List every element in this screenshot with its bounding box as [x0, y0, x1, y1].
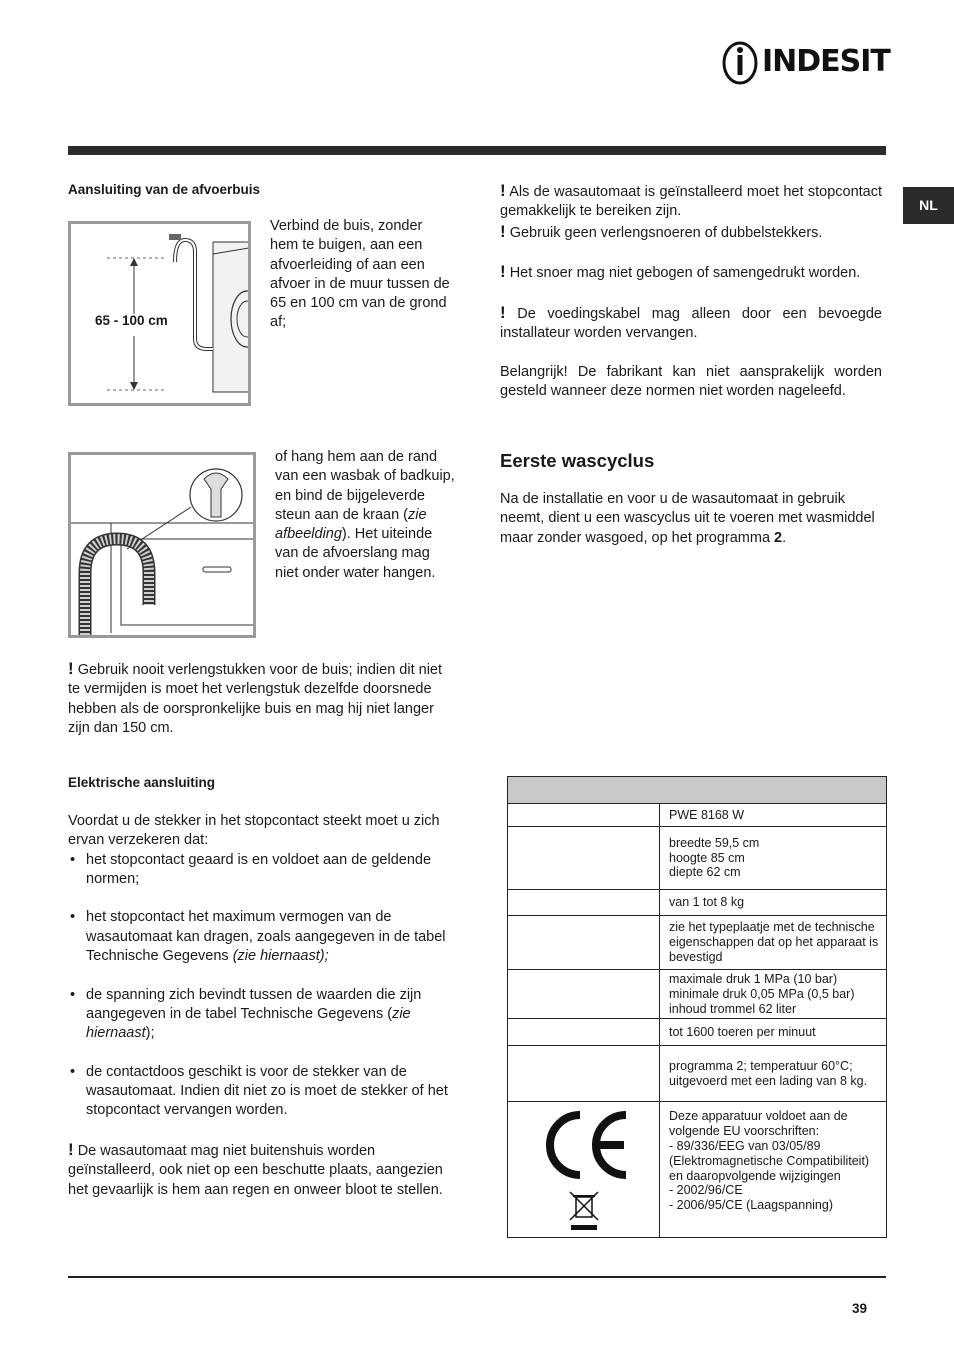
warning-icon: ! — [68, 1140, 74, 1160]
electrical-content — [68, 812, 448, 1200]
drain-warning: ! Gebruik nooit verlengstukken voor de buis; indien dit niet te vermijden is moet het verlengstuk dezelfde doorsnede hebben als de oorspronkelijke buis en mag hij niet langer zijn dan 150 cm. — [68, 659, 443, 736]
list-item: • de contactdoos geschikt is voor de stekker van de wasautomaat. Indien dit niet zo is moet de stekker of het stopcontact vervangen worden. — [68, 1063, 448, 1121]
brand-logo — [722, 40, 888, 86]
table-header-row — [508, 777, 887, 804]
drain-paragraph-1: Verbind de buis, zonder hem te buigen, aan een afvoerleiding of aan een afvoer in de muur tussen de 65 en 100 cm van de grond af; — [270, 218, 450, 331]
warning-icon: ! — [500, 302, 506, 322]
note-cord: ! Het snoer mag niet gebogen of samengedrukt worden. — [500, 262, 861, 282]
electrical-warning: ! De wasautomaat mag niet buitenshuis worden geïnstalleerd, ook niet op een beschutte plaats, aangezien het gevaarlijk is hem aan regen en onweer bloot te stellen. — [68, 1140, 443, 1198]
height-range-label: 65 - 100 cm — [95, 313, 168, 328]
technical-data-table — [507, 776, 887, 1238]
table-row: tot 1600 toeren per minuut — [508, 1019, 887, 1046]
warning-icon: ! — [500, 262, 506, 282]
table-row: breedte 59,5 cm hoogte 85 cm diepte 62 cm — [508, 827, 887, 890]
right-notes — [500, 181, 882, 401]
list-item: • het stopcontact geaard is en voldoet aan de geldende normen; — [68, 851, 448, 890]
page-number: 39 — [852, 1301, 868, 1316]
table-row: PWE 8168 W — [508, 804, 887, 827]
table-row: programma 2; temperatuur 60°C; uitgevoerd met een lading van 8 kg. — [508, 1046, 887, 1102]
table-row: zie het typeplaatje met de technische eigenschappen dat op het apparaat is bevestigd — [508, 916, 887, 970]
electrical-requirements-list — [68, 851, 448, 1121]
ce-mark-icon — [534, 1107, 634, 1227]
drain-heading: Aansluiting van de afvoerbuis — [68, 182, 261, 197]
warning-icon: ! — [68, 659, 74, 678]
drain-figure-wall — [68, 221, 251, 406]
language-tab: NL — [903, 187, 954, 224]
table-row: van 1 tot 8 kg — [508, 890, 887, 916]
list-item: • het stopcontact het maximum vermogen van de wasautomaat kan dragen, zoals aangegeven in de tabel Technische Gegevens (zie hiernaast); — [68, 908, 448, 966]
bottom-rule — [68, 1276, 886, 1278]
top-rule — [68, 146, 886, 155]
warning-icon: ! — [500, 221, 506, 241]
list-item: • de spanning zich bevindt tussen de waarden die zijn aangegeven in de tabel Technische Gegevens (zie hiernaast); — [68, 986, 448, 1044]
table-row: Deze apparatuur voldoet aan de volgende EU voorschriften: - 89/336/EEG van 03/05/89 (Elektromagnetische Compatibiliteit) en daaropvolgende wijzigingen - 2002/96/CE - 2006/95/CE (Laagspanning) — [508, 1102, 887, 1238]
electrical-heading: Elektrische aansluiting — [68, 775, 216, 790]
note-cable-replace: ! De voedingskabel mag alleen door een bevoegde installateur worden vervangen. — [500, 302, 882, 342]
brand-name: INDESIT — [762, 44, 890, 79]
drain-figure-basin — [68, 452, 256, 638]
note-no-extensions: ! Gebruik geen verlengsnoeren of dubbelstekkers. — [500, 221, 823, 241]
drain-basin-illustration — [71, 455, 253, 635]
note-important: Belangrijk! De fabrikant kan niet aansprakelijk worden gesteld wanneer deze normen niet worden nageleefd. — [500, 363, 882, 399]
drain-paragraph-2: of hang hem aan de rand van een wasbak of badkuip, en bind de bijgeleverde steun aan de kraan (zie afbeelding). Het uiteinde van de afvoerslang mag niet onder water hangen. — [275, 449, 455, 581]
warning-icon: ! — [500, 181, 506, 200]
table-row: maximale druk 1 MPa (10 bar) minimale druk 0,05 MPa (0,5 bar) inhoud trommel 62 liter — [508, 970, 887, 1019]
first-cycle-heading: Eerste wascyclus — [500, 450, 655, 471]
first-cycle-text: Na de installatie en voor u de wasautomaat in gebruik neemt, dient u een wascyclus uit te voeren met wasmiddel maar zonder wasgoed, op het programma 2. — [500, 491, 875, 546]
indesit-emblem-icon — [722, 40, 762, 86]
electrical-intro: Voordat u de stekker in het stopcontact steekt moet u zich ervan verzekeren dat: — [68, 813, 440, 849]
note-socket-access: ! Als de wasautomaat is geïnstalleerd moet het stopcontact gemakkelijk te bereiken zijn. — [500, 181, 883, 220]
